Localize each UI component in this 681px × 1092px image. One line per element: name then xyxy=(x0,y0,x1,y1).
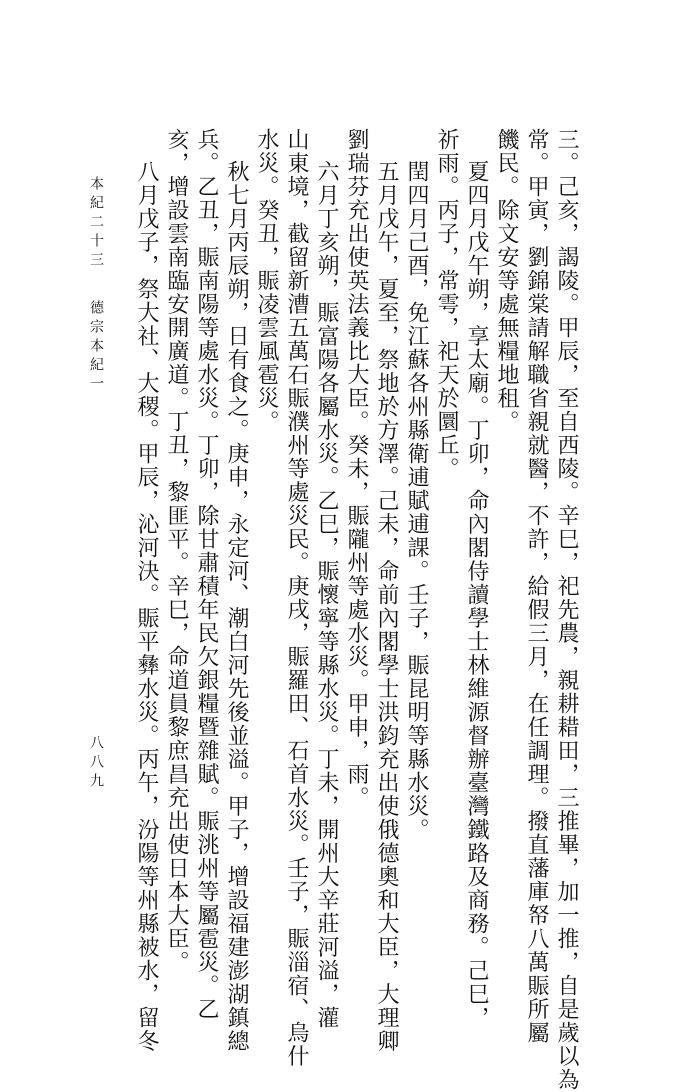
text-column: 閏四月己酉，免江蘇各州縣衛逋賦逋課。壬子，賑昆明等縣水災。 xyxy=(404,160,429,842)
text-column: 秋七月丙辰朔，日有食之。庚申，永定河、潮白河先後並溢。甲子，增設福建澎湖鎮總 xyxy=(224,160,249,1053)
text-column: 五月戊午，夏至，祭地於方澤。己未，命前內閣學士洪鈞充出使俄德奧和大臣，大理卿 xyxy=(374,160,399,1053)
page-header-right: 德宗本紀一 xyxy=(88,300,104,395)
page-number: 八八九 xyxy=(88,735,104,792)
text-column: 祈雨。丙子，常雩，祀天於圜丘。 xyxy=(434,128,459,481)
text-column: 六月丁亥朔，賑富陽各屬水災。乙巳，賑懷寧等縣水災。丁未，開州大辛莊河溢，灌 xyxy=(314,160,339,1030)
text-column: 水災。癸丑，賑凌雲風雹災。 xyxy=(254,128,279,434)
text-column: 常。甲寅，劉錦棠請解職省親就醫，不許，給假三月，在任調理。撥直藩庫帑八萬賑所屬 xyxy=(524,128,549,1045)
text-column: 兵。乙丑，賑南陽等處水災。丁卯，除甘肅積年民欠銀糧暨雜賦。賑洮州等屬雹災。乙 xyxy=(194,128,219,1021)
text-column: 山東境，截留新漕五萬石賑濮州等處災民。庚戌，賑羅田、石首水災。壬子，賑淄宿、烏什 xyxy=(284,128,309,1068)
text-column: 八月戊子，祭大社、大稷。甲辰，沁河決。賑平彝水災。丙午，汾陽等州縣被水，留冬 xyxy=(134,160,159,1053)
page-header-left: 本紀二十三 xyxy=(88,176,104,271)
text-column: 三。己亥，謁陵。甲辰，至自西陵。辛巳，祀先農，親耕耤田，三推畢，加一推，自是歲以為 xyxy=(554,128,579,1092)
text-column: 亥，增設雲南臨安開廣道。丁丑，黎匪平。辛巳，命道員黎庶昌充出使日本大臣。 xyxy=(164,128,189,974)
text-column: 饑民。除文安等處無糧地租。 xyxy=(494,128,519,434)
text-column: 劉瑞芬充出使英法義比大臣。癸未，賑隴州等處水災。甲申，雨。 xyxy=(344,128,369,810)
text-column: 夏四月戊午朔，享太廟。丁卯，命內閣侍讀學士林維源督辦臺灣鐵路及商務。己巳， xyxy=(464,160,489,1030)
